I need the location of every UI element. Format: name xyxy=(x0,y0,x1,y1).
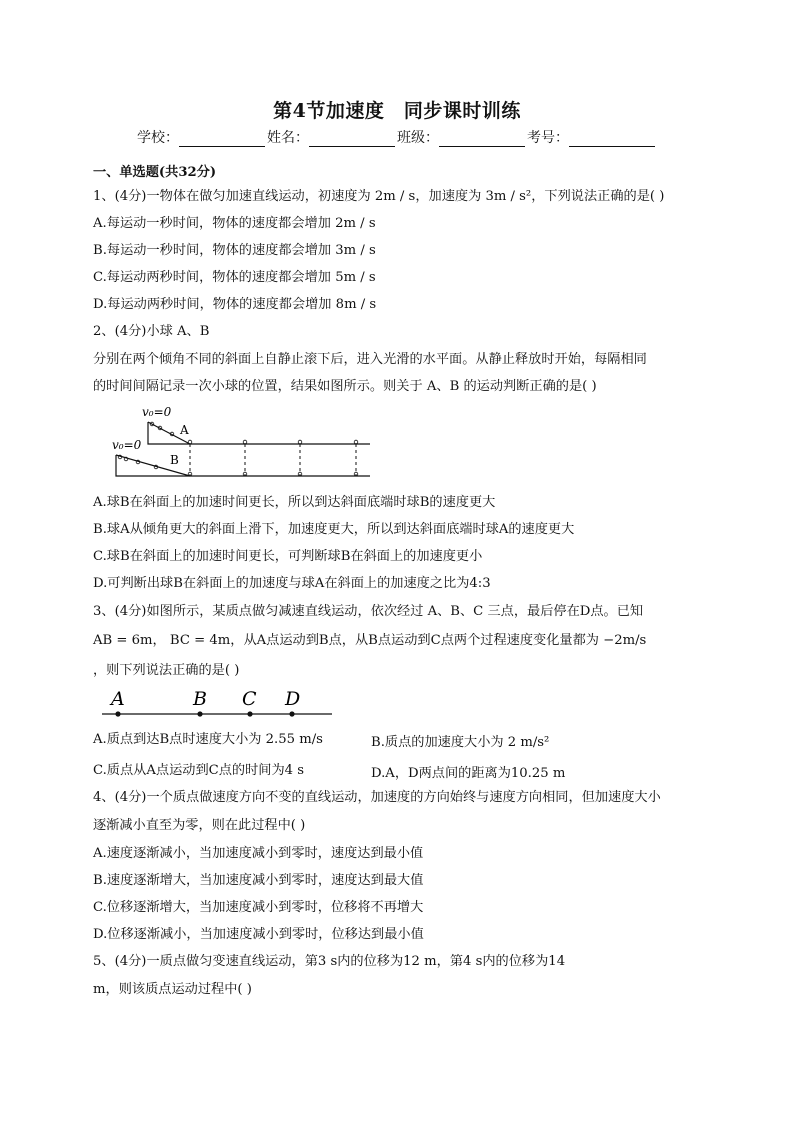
q4-option-a[interactable]: A.速度逐渐减小，当加速度减小到零时，速度达到最小值 xyxy=(93,846,424,861)
q2-label-a: A xyxy=(180,423,189,437)
q2-label-v0-a: v₀=0 xyxy=(142,405,172,419)
q5-stem-line2: m，则该质点运动过程中( ) xyxy=(93,982,252,997)
q3-point-b xyxy=(197,711,202,716)
q3-point-label-b: B xyxy=(193,688,207,710)
q3-option-d[interactable]: D.A，D两点间的距离为10.25 m xyxy=(371,766,566,781)
class-field[interactable]: 班级： xyxy=(397,127,527,147)
q3-line-figure xyxy=(100,686,336,722)
q5-stem: 5、(4分)一质点做匀变速直线运动，第3 s内的位移为12 m，第4 s内的位移为14 xyxy=(93,954,566,969)
q3-stem: 3、(4分)如图所示，某质点做匀减速直线运动，依次经过 A、B、C 三点，最后停在D点。已知 xyxy=(93,604,644,619)
q3-point-a xyxy=(115,711,120,716)
q4-stem-line2: 逐渐减小直至为零，则在此过程中( ) xyxy=(93,818,306,833)
q2-label-b: B xyxy=(170,453,179,467)
q1-option-c[interactable]: C.每运动两秒时间，物体的速度都会增加 5m / s xyxy=(93,270,376,285)
q1-stem: 1、(4分)一物体在做匀加速直线运动，初速度为 2m / s，加速度为 3m / s²，下列说法正确的是( ) xyxy=(93,189,665,204)
q2-stem-line2: 分别在两个倾角不同的斜面上自静止滚下后，进入光滑的水平面。从静止释放时开始，每隔相同 xyxy=(93,352,647,367)
q2-option-d[interactable]: D.可判断出球B在斜面上的加速度与球A在斜面上的加速度之比为4:3 xyxy=(93,576,491,591)
q2-option-b[interactable]: B.球A从倾角更大的斜面上滑下，加速度更大，所以到达斜面底端时球A的速度更大 xyxy=(93,522,575,537)
q2-incline-b xyxy=(116,455,190,476)
q2-stem-line3: 的时间间隔记录一次小球的位置，结果如图所示。则关于 A、B 的运动判断正确的是( ) xyxy=(93,379,597,394)
exam-number-field[interactable]: 考号： xyxy=(527,127,657,147)
q3-point-d xyxy=(289,711,294,716)
q4-option-b[interactable]: B.速度逐渐增大，当加速度减小到零时，速度达到最大值 xyxy=(93,873,424,888)
q3-stem-line3: ，则下列说法正确的是( ) xyxy=(93,663,240,678)
q2-ball-positions xyxy=(118,422,358,476)
q3-option-b[interactable]: B.质点的加速度大小为 2 m/s² xyxy=(371,735,550,750)
q1-option-b[interactable]: B.每运动一秒时间，物体的速度都会增加 3m / s xyxy=(93,243,376,258)
student-info-row xyxy=(0,127,794,147)
q4-option-c[interactable]: C.位移逐渐增大，当加速度减小到零时，位移将不再增大 xyxy=(93,900,424,915)
q2-option-a[interactable]: A.球B在斜面上的加速时间更长，所以到达斜面底端时球B的速度更大 xyxy=(93,495,496,510)
name-field[interactable]: 姓名： xyxy=(267,127,397,147)
q3-point-c xyxy=(247,711,252,716)
page-title: 第4节加速度 同步课时训练 xyxy=(273,100,521,122)
q4-option-d[interactable]: D.位移逐渐减小，当加速度减小到零时，位移达到最小值 xyxy=(93,927,424,942)
q3-point-label-a: A xyxy=(111,688,125,710)
q1-option-d[interactable]: D.每运动两秒时间，物体的速度都会增加 8m / s xyxy=(93,297,377,312)
q2-incline-figure xyxy=(108,402,373,482)
q3-point-label-d: D xyxy=(285,688,301,710)
q2-stem: 2、(4分)小球 A、B xyxy=(93,324,210,339)
school-field[interactable]: 学校： xyxy=(137,127,267,147)
section-heading: 一、单选题(共32分) xyxy=(93,165,217,180)
q3-option-a[interactable]: A.质点到达B点时速度大小为 2.55 m/s xyxy=(93,732,323,747)
q2-label-v0-b: v₀=0 xyxy=(112,438,142,452)
q2-option-c[interactable]: C.球B在斜面上的加速时间更长，可判断球B在斜面上的加速度更小 xyxy=(93,549,483,564)
q3-option-c[interactable]: C.质点从A点运动到C点的时间为4 s xyxy=(93,763,305,778)
q3-point-label-c: C xyxy=(242,688,257,710)
q3-stem-line2: AB = 6m， BC = 4m，从A点运动到B点，从B点运动到C点两个过程速度变化量都为 −2m/s xyxy=(93,633,647,648)
q4-stem: 4、(4分)一个质点做速度方向不变的直线运动，加速度的方向始终与速度方向相同，但加速度大小 xyxy=(93,790,661,805)
q1-option-a[interactable]: A.每运动一秒时间，物体的速度都会增加 2m / s xyxy=(93,216,376,231)
